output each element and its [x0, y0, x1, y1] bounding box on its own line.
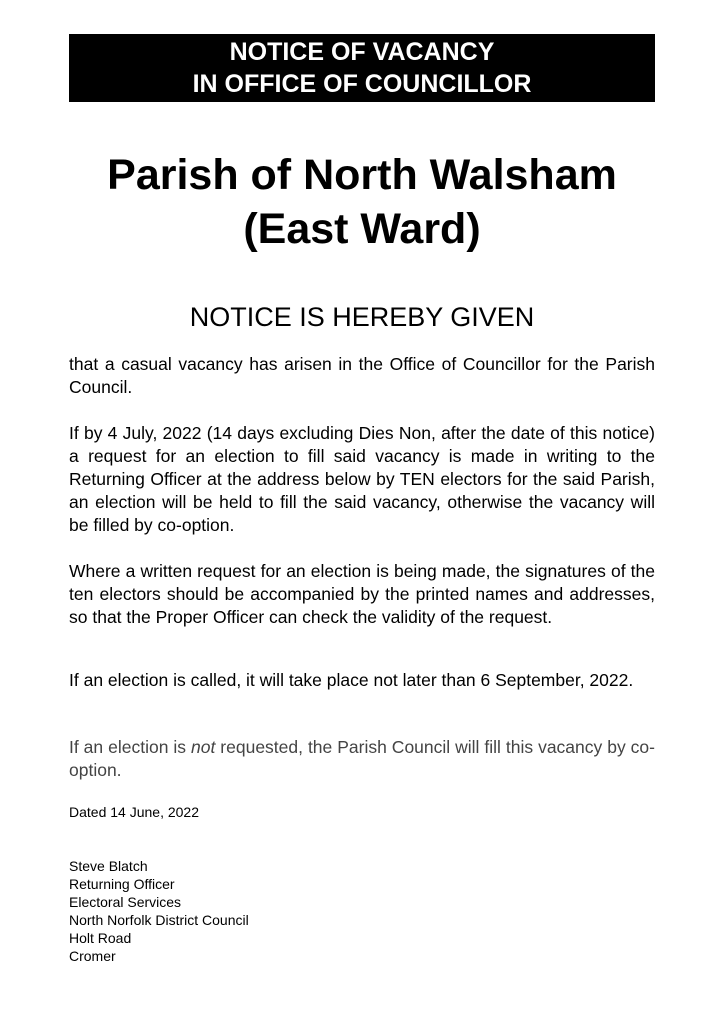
- title-line-2: (East Ward): [243, 205, 481, 253]
- banner-line-2: IN OFFICE OF COUNCILLOR: [192, 70, 532, 98]
- paragraph-co-option: [69, 736, 655, 782]
- page-title: [40, 148, 684, 256]
- officer-department: Electoral Services: [69, 894, 182, 910]
- officer-role: Returning Officer: [69, 876, 175, 892]
- officer-address: [69, 857, 249, 965]
- paragraph-signatures: Where a written request for an election is being made, the signatures of the ten electors should be accompanied by the printed names and addresses, so that the Proper Officer can check the validity of the request.: [69, 561, 655, 627]
- paragraph-vacancy: that a casual vacancy has arisen in the Office of Councillor for the Parish Council.: [69, 354, 655, 397]
- paragraph-request-deadline: If by 4 July, 2022 (14 days excluding Dies Non, after the date of this notice) a request for an election to fill said vacancy is made in writing to the Returning Officer at the address below by TEN electors for the said Parish, an election will be held to fill the said vacancy, otherwise the vacancy will be filled by co-option.: [69, 423, 655, 535]
- officer-name: Steve Blatch: [69, 858, 148, 874]
- officer-organisation: North Norfolk District Council: [69, 912, 249, 928]
- notice-heading: NOTICE IS HEREBY GIVEN: [189, 302, 535, 332]
- officer-street: Holt Road: [69, 930, 132, 946]
- banner-line-1: NOTICE OF VACANCY: [229, 38, 495, 66]
- paragraph-election-date: If an election is called, it will take place not later than 6 September, 2022.: [69, 670, 634, 690]
- title-line-1: Parish of North Walsham: [107, 151, 617, 199]
- co-option-emphasis: not: [191, 737, 216, 757]
- co-option-text-end: requested, the Parish Council will fill this vacancy by co-option.: [69, 737, 655, 780]
- co-option-text-start: If an election is: [69, 737, 191, 757]
- date-line: Dated 14 June, 2022: [69, 804, 199, 820]
- notice-banner: [69, 34, 655, 102]
- officer-town: Cromer: [69, 948, 116, 964]
